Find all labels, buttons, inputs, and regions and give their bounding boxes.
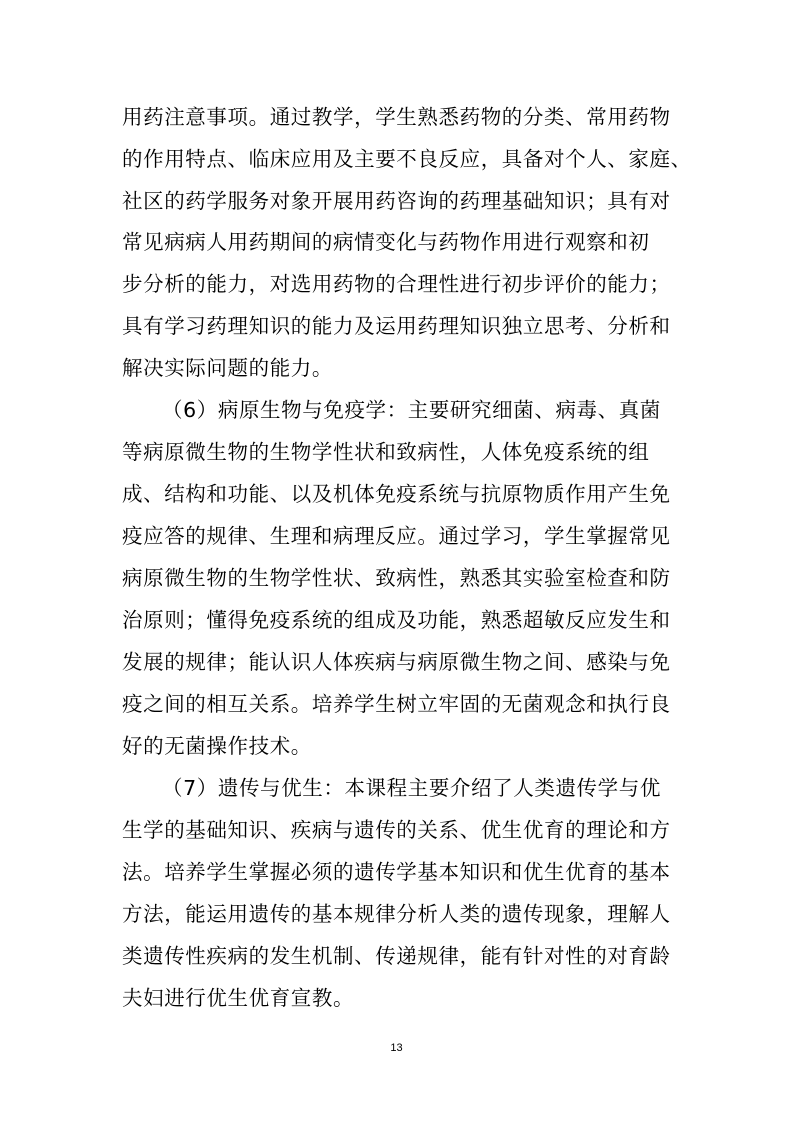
text-line: 成、结构和功能、以及机体免疫系统与抗原物质作用产生免 (122, 482, 671, 506)
text-line: 用药注意事项。通过教学，学生熟悉药物的分类、常用药物 (122, 105, 671, 129)
text-line: 的作用特点、临床应用及主要不良反应，具备对个人、家庭、 (122, 147, 692, 171)
text-line: 夫妇进行优生优育宣教。 (122, 986, 355, 1010)
text-line: 常见病病人用药期间的病情变化与药物作用进行观察和初 (122, 230, 650, 254)
text-line: 治原则；懂得免疫系统的组成及功能，熟悉超敏反应发生和 (122, 608, 671, 632)
text-line: 疫之间的相互关系。培养学生树立牢固的无菌观念和执行良 (122, 692, 671, 716)
text-line: 发展的规律；能认识人体疾病与病原微生物之间、感染与免 (122, 650, 671, 674)
text-line: 社区的药学服务对象开展用药咨询的药理基础知识；具有对 (122, 189, 671, 213)
text-line: 疫应答的规律、生理和病理反应。通过学习，学生掌握常见 (122, 524, 671, 548)
text-line: 步分析的能力，对选用药物的合理性进行初步评价的能力； (122, 272, 671, 296)
section-heading-line: （7）遗传与优生：本课程主要介绍了人类遗传学与优 (162, 776, 661, 800)
text-line: 生学的基础知识、疾病与遗传的关系、优生优育的理论和方 (122, 818, 671, 842)
text-line: 具有学习药理知识的能力及运用药理知识独立思考、分析和 (122, 314, 671, 338)
text-line: 方法，能运用遗传的基本规律分析人类的遗传现象，理解人 (122, 902, 671, 926)
section-heading-line: （6）病原生物与免疫学：主要研究细菌、病毒、真菌 (162, 398, 661, 422)
text-line: 好的无菌操作技术。 (122, 734, 312, 758)
text-line: 类遗传性疾病的发生机制、传递规律，能有针对性的对育龄 (122, 944, 671, 968)
text-line: 病原微生物的生物学性状、致病性，熟悉其实验室检查和防 (122, 566, 671, 590)
text-line: 法。培养学生掌握必须的遗传学基本知识和优生优育的基本 (122, 860, 671, 884)
page-number: 13 (390, 1042, 403, 1054)
text-line: 等病原微生物的生物学性状和致病性，人体免疫系统的组 (122, 440, 650, 464)
text-line: 解决实际问题的能力。 (122, 356, 333, 380)
